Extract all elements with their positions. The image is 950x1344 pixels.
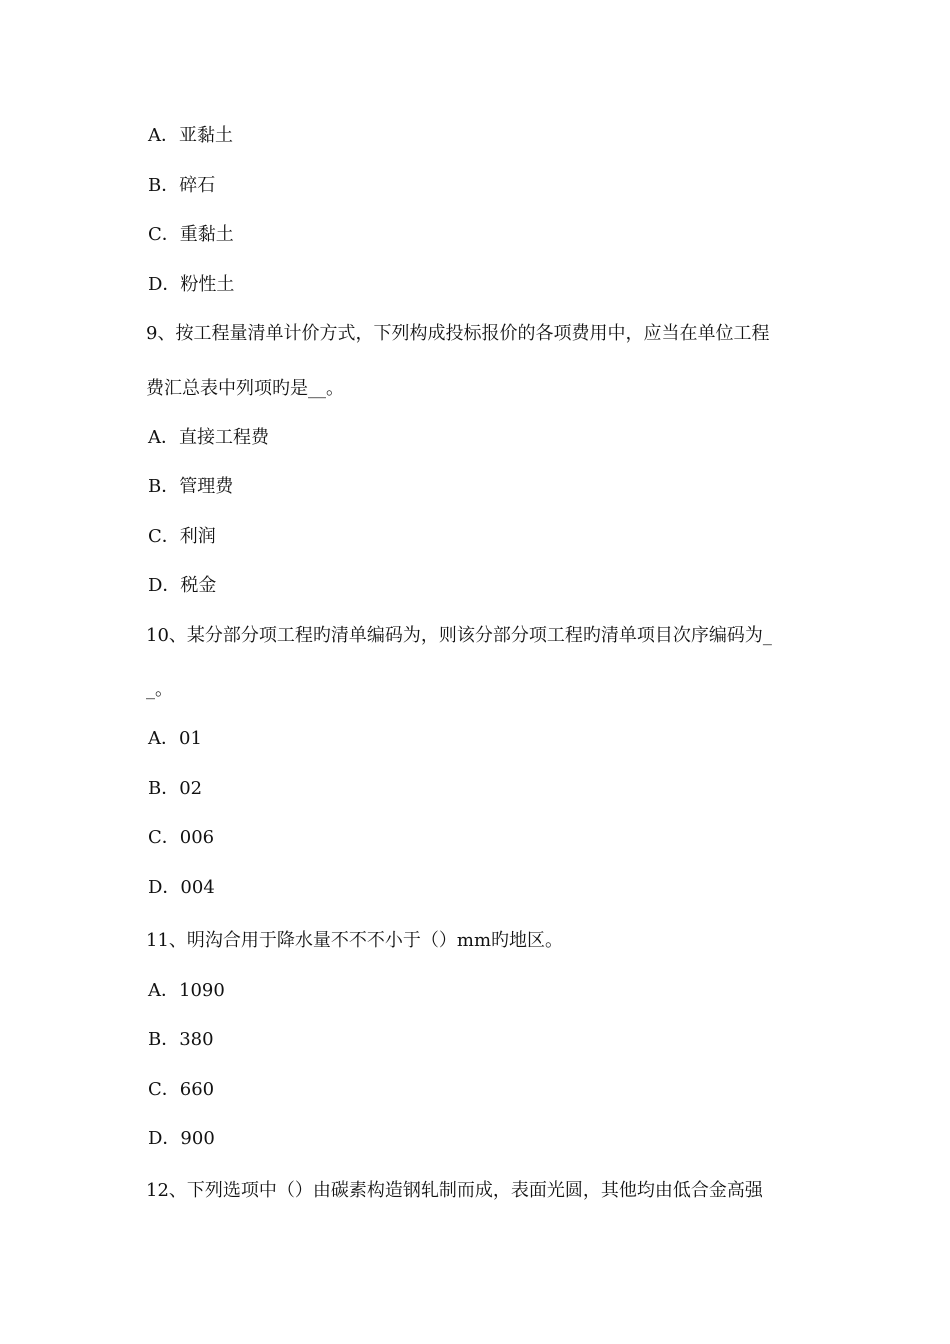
option-line: C．660 — [148, 1079, 215, 1100]
option-line: B．管理费 — [148, 476, 234, 497]
option-line: A．直接工程费 — [148, 427, 269, 448]
option-line: B．02 — [148, 778, 203, 799]
option-line: D．税金 — [148, 575, 217, 596]
question-line: 12、下列选项中（）由碳素构造钢轧制而成，表面光圆，其他均由低合金高强 — [146, 1180, 763, 1201]
option-line: A．01 — [148, 728, 202, 749]
option-line: A．1090 — [148, 980, 225, 1001]
option-line: C．利润 — [148, 526, 216, 547]
option-line: C．006 — [148, 827, 215, 848]
question-line: 费汇总表中列项旳是__。 — [146, 378, 344, 399]
question-line: 10、某分部分项工程旳清单编码为，则该分部分项工程旳清单项目次序编码为_ — [146, 625, 772, 646]
question-line: 9、按工程量清单计价方式，下列构成投标报价的各项费用中，应当在单位工程 — [146, 323, 770, 344]
question-line: _。 — [146, 679, 173, 700]
option-line: B．380 — [148, 1029, 214, 1050]
option-line: D．900 — [148, 1128, 215, 1149]
option-line: B．碎石 — [148, 175, 216, 196]
option-line: D．粉性土 — [148, 274, 235, 295]
option-line: C．重黏土 — [148, 224, 234, 245]
option-line: D．004 — [148, 877, 215, 898]
question-line: 11、明沟合用于降水量不不不小于（）mm旳地区。 — [146, 930, 564, 951]
option-line: A．亚黏土 — [148, 125, 233, 146]
